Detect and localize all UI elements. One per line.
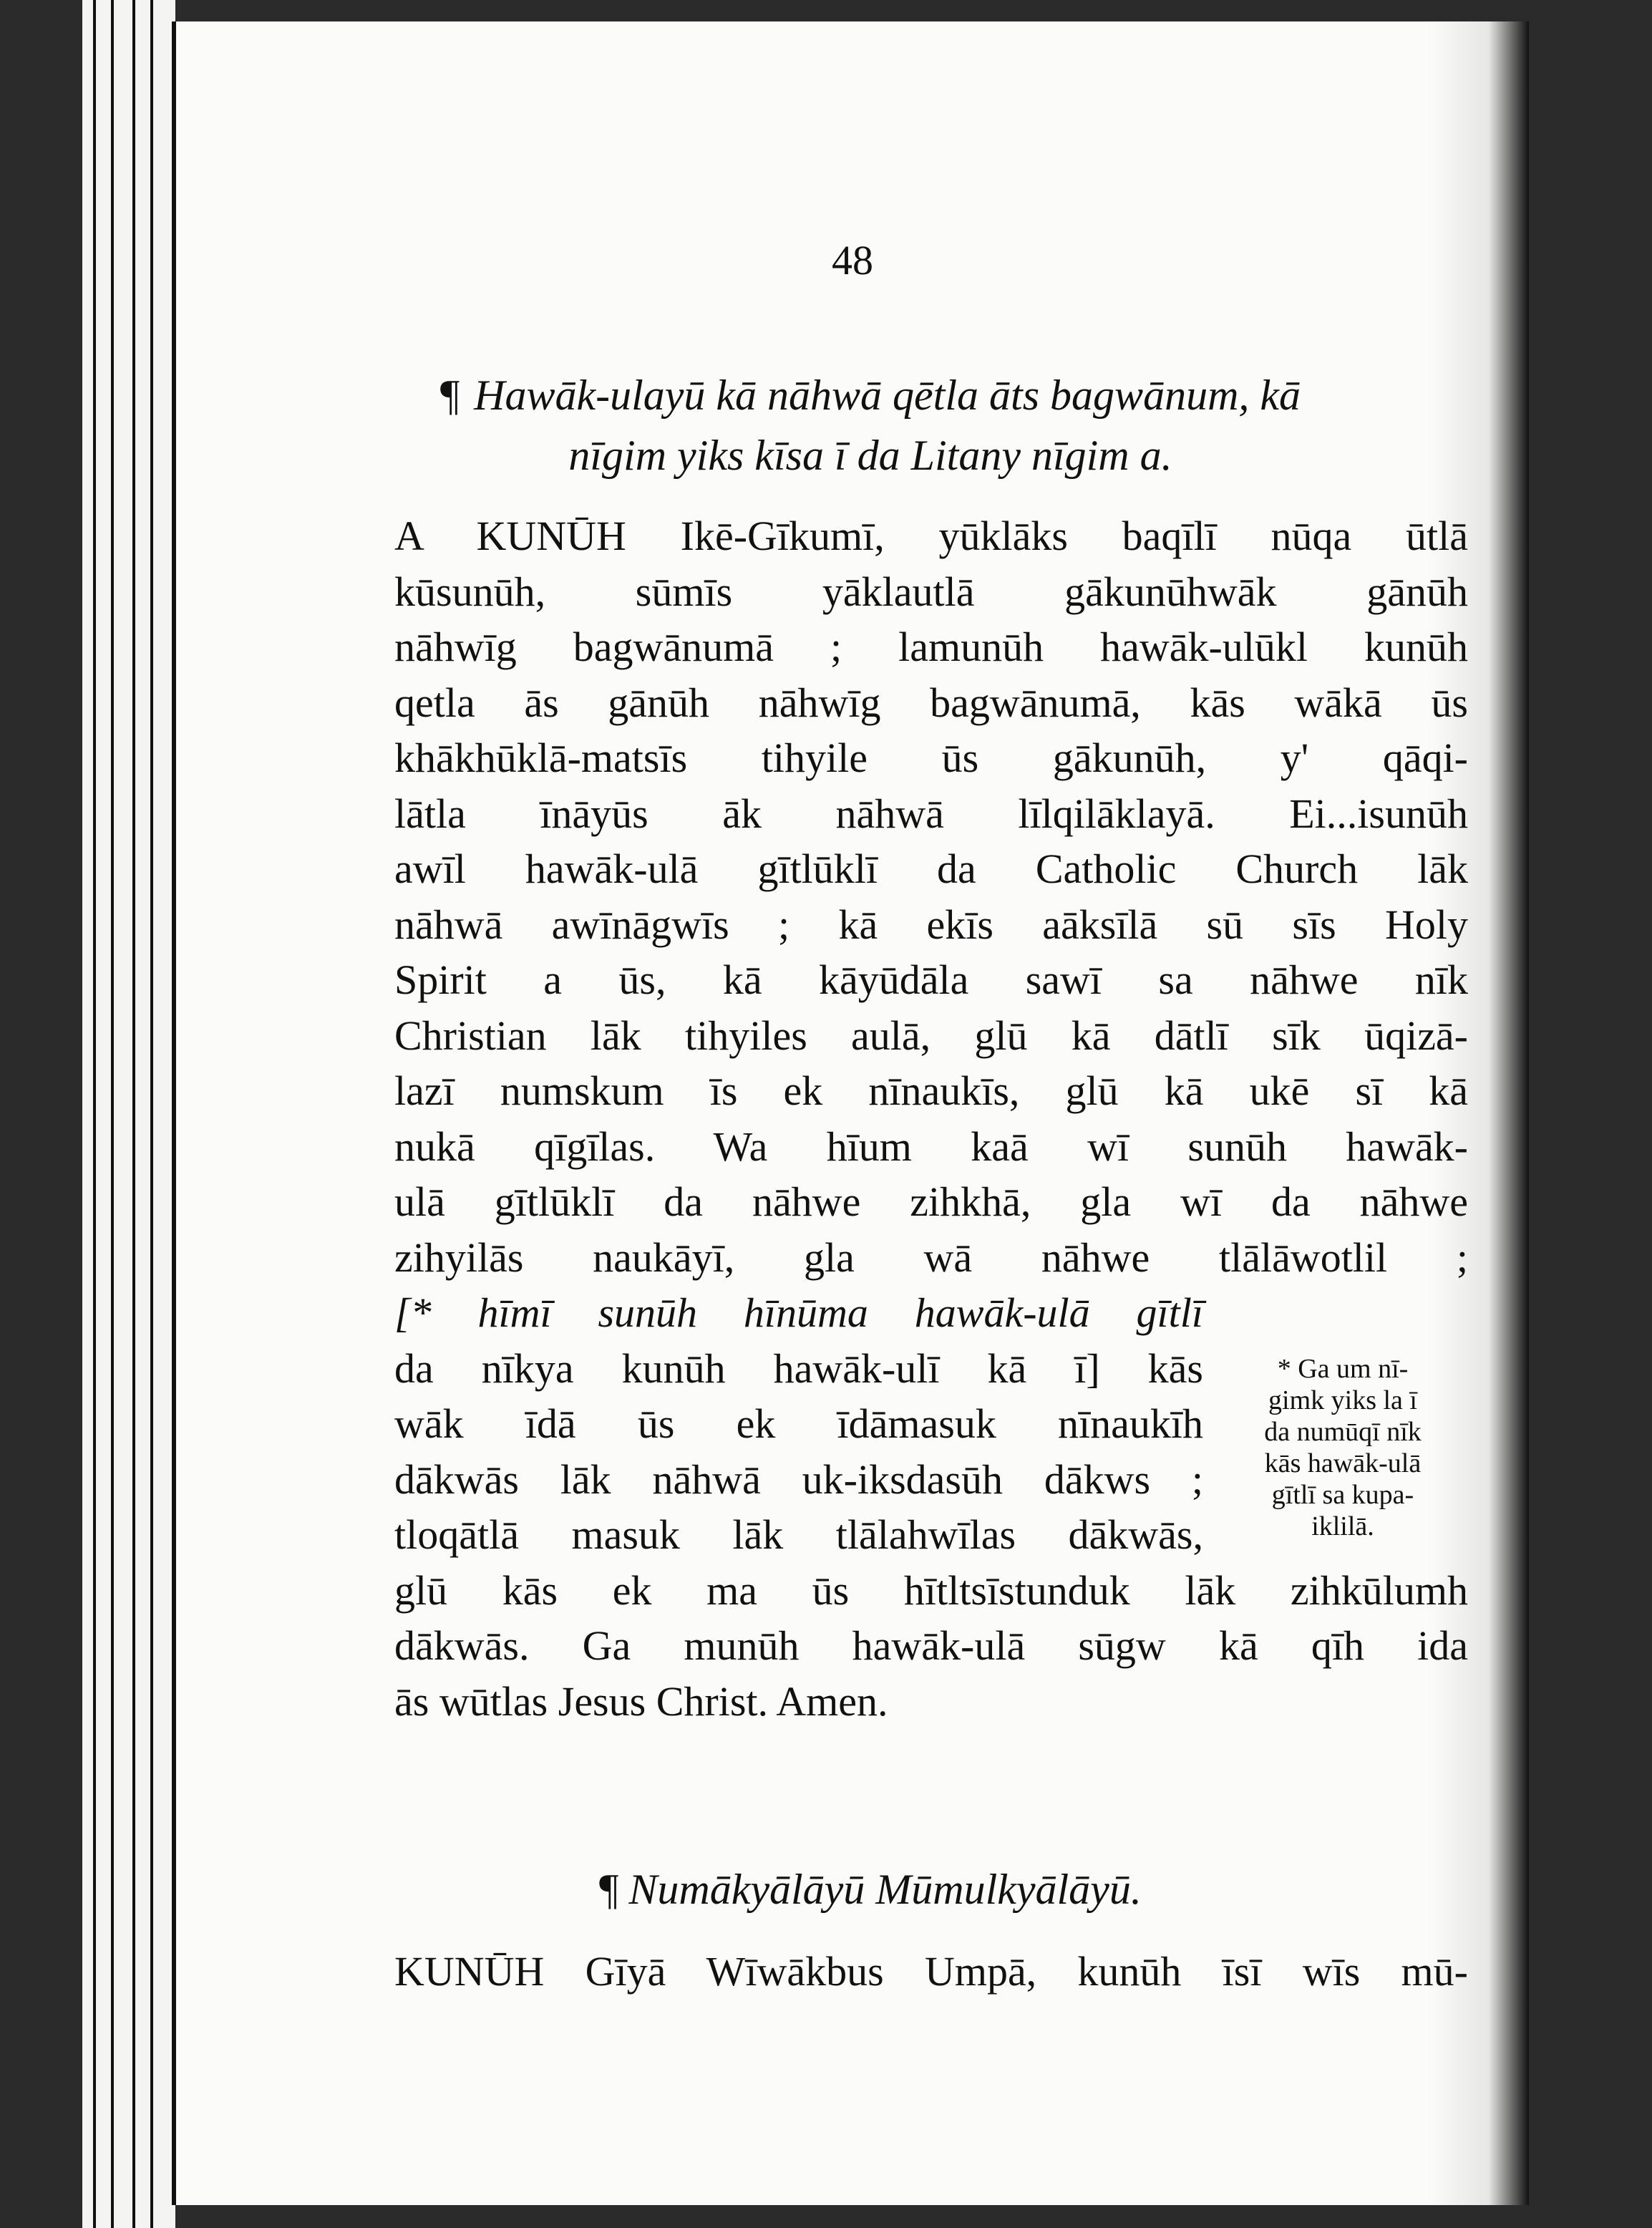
text-line: wāk īdā ūs ek īdāmasuk nīnaukīh <box>394 1400 1203 1447</box>
text-line: dākwās lāk nāhwā uk-iksdasūh dākws ; <box>394 1456 1203 1503</box>
text-line: awīl hawāk-ulā gītlūklī da Catholic Church lāk <box>394 846 1468 892</box>
book-edge-line <box>150 0 153 2228</box>
footnote-line: iklilā. <box>1311 1511 1374 1541</box>
text-line: ās wūtlas Jesus Christ. Amen. <box>394 1677 888 1725</box>
footnote-line: da numūqī nīk <box>1264 1417 1422 1447</box>
rubric-heading <box>391 365 1350 485</box>
text-line: tloqātlā masuk lāk tlālahwīlas dākwās, <box>394 1511 1203 1558</box>
bracketed-line: [* hīmī sunūh hīnūma hawāk-ulā gītlī <box>394 1289 1203 1336</box>
pilcrow: ¶ <box>439 372 460 419</box>
text-line: khākhūklā-matsīs tihyile ūs gākunūh, y' qāqi- <box>394 735 1468 781</box>
text-line: qetla ās gānūh nāhwīg bagwānumā, kās wākā ūs <box>394 679 1468 726</box>
page-number: 48 <box>832 237 873 284</box>
book-edge-line <box>132 0 135 2228</box>
text-line: lātla īnāyūs āk nāhwā līlqilāklayā. Ei...isunūh <box>394 790 1468 837</box>
footnote-line: gītlī sa kupa- <box>1271 1480 1414 1510</box>
heading-line: nīgim yiks kīsa ī da Litany nīgim a. <box>568 432 1172 479</box>
footnote-line: * Ga um nī- <box>1277 1354 1409 1384</box>
prayer-text <box>394 508 1468 1729</box>
text-line: A KUNŪH Ikē-Gīkumī, yūklāks baqīlī nūqa ūtlā <box>394 513 1468 559</box>
footnote-line: kās hawāk-ulā <box>1264 1448 1422 1478</box>
text-line: Spirit a ūs, kā kāyūdāla sawī sa nāhwe nīk <box>394 956 1468 1003</box>
bracketed-line: da nīkya kunūh hawāk-ulī kā ī] kās <box>394 1345 1203 1392</box>
section-heading <box>391 1865 1350 1914</box>
text-line: ulā gītlūklī da nāhwe zihkhā, gla wī da nāhwe <box>394 1178 1468 1225</box>
book-edge-line <box>93 0 96 2228</box>
text-line: dākwās. Ga munūh hawāk-ulā sūgw kā qīh ida <box>394 1622 1468 1669</box>
book-edge <box>82 0 175 2228</box>
book-page <box>172 21 1529 2205</box>
text-line: nukā qīgīlas. Wa hīum kaā wī sunūh hawāk- <box>394 1123 1468 1170</box>
footnote-marginal <box>1210 1353 1475 1542</box>
book-edge-line <box>111 0 114 2228</box>
pilcrow: ¶ <box>599 1866 619 1913</box>
footnote-line: gimk yiks la ī <box>1268 1385 1417 1415</box>
text-line: nāhwīg bagwānumā ; lamunūh hawāk-ulūkl kunūh <box>394 624 1468 670</box>
text-line: nāhwā awīnāgwīs ; kā ekīs aāksīlā sū sīs Holy <box>394 901 1468 948</box>
text-line: glū kās ek ma ūs hītltsīstunduk lāk zihkūlumh <box>394 1566 1468 1614</box>
heading-line: Hawāk-ulayū kā nāhwā qētla āts bagwānum, kā <box>474 372 1301 419</box>
text-line: lazī numskum īs ek nīnaukīs, glū kā ukē sī kā <box>394 1067 1468 1114</box>
text-line: zihyilās naukāyī, gla wā nāhwe tlālāwotlil ; <box>394 1234 1468 1281</box>
section-title: Numākyālāyū Mūmulkyālāyū. <box>628 1866 1142 1913</box>
text-line: Christian lāk tihyiles aulā, glū kā dātlī sīk ūqizā- <box>394 1012 1468 1059</box>
text-line: kūsunūh, sūmīs yāklautlā gākunūhwāk gānūh <box>394 568 1468 615</box>
section-first-line: KUNŪH Gīyā Wīwākbus Umpā, kunūh īsī wīs mū- <box>394 1948 1468 1995</box>
